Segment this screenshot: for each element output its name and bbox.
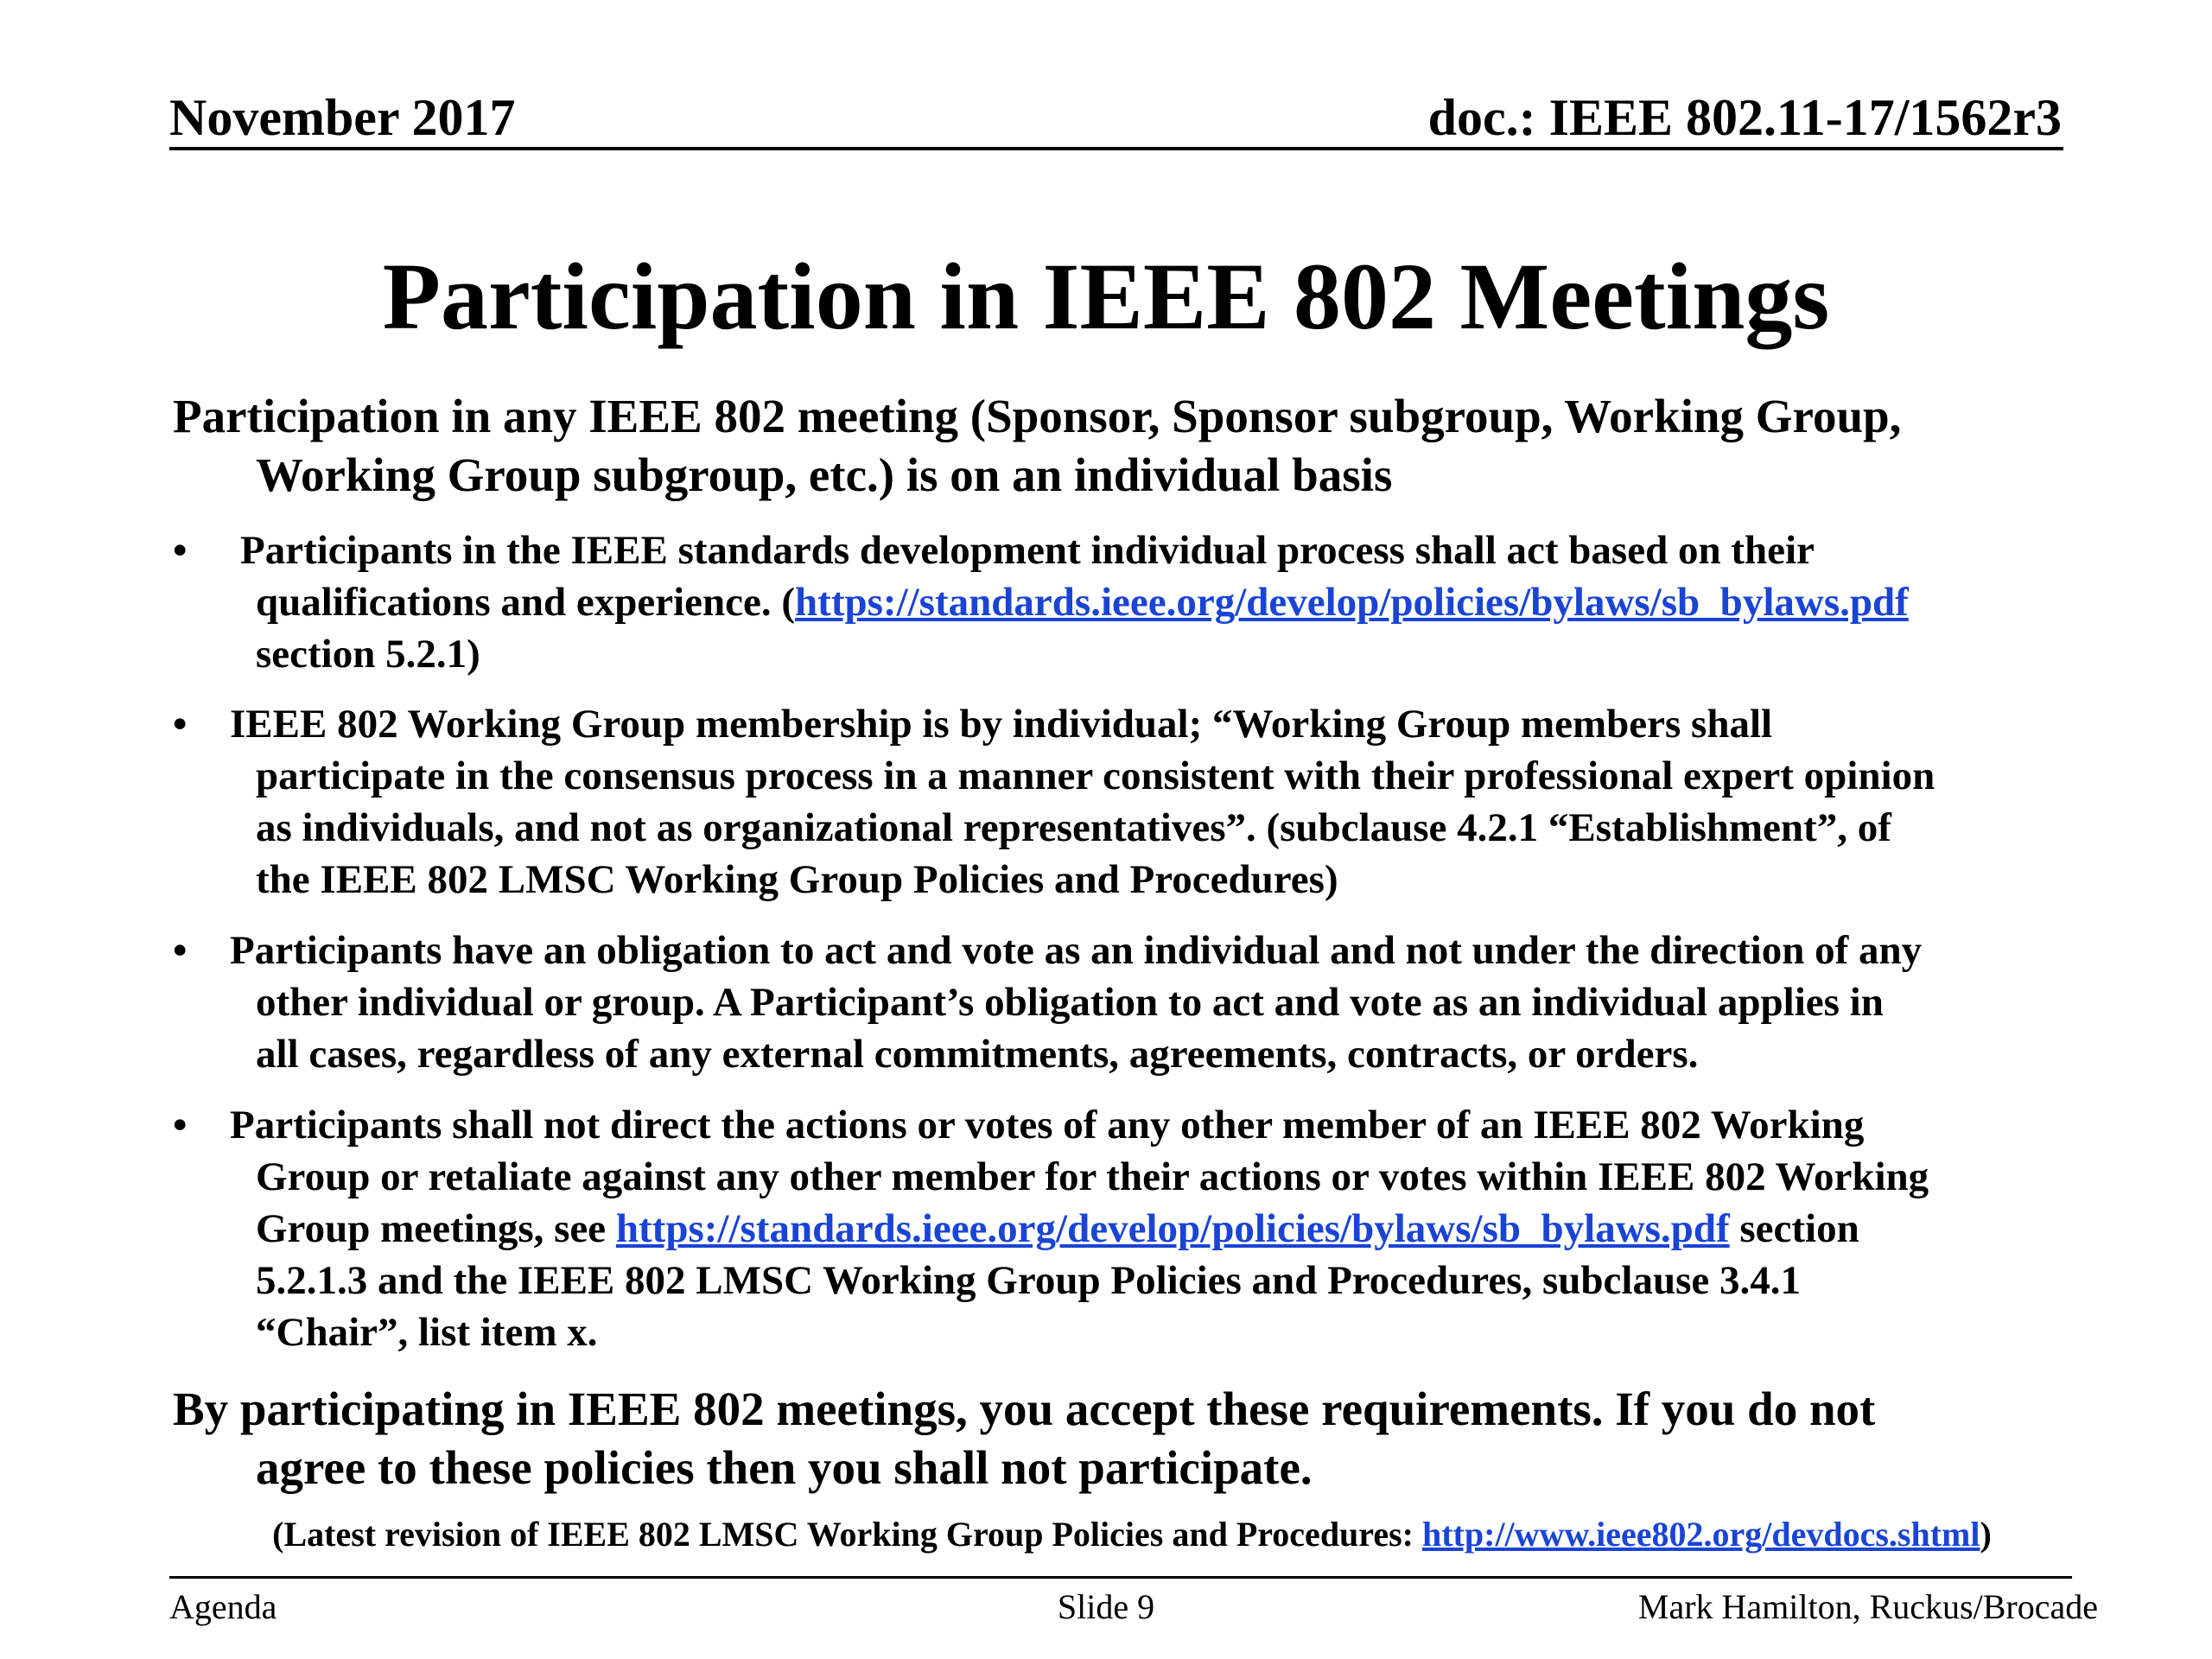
closing-paragraph [173,1380,2091,1497]
bullet-line [173,1203,2091,1255]
bullet-line: the IEEE 802 LMSC Working Group Policies and Procedures) [256,857,1338,902]
bullet-line: other individual or group. A Participant’s obligation to act and vote as an individual applies in [256,980,1884,1025]
bullet-dot: • [173,528,188,573]
bullet-item-2 [173,698,2091,906]
bullet-item-3 [173,925,2091,1080]
note-text: (Latest revision of IEEE 802 LMSC Working Group Policies and Procedures: [272,1515,1422,1554]
bullet-item-4 [173,1099,2091,1358]
note-text: ) [1980,1515,1992,1554]
bullet-text: section [1729,1206,1859,1251]
bullet-line: 5.2.1.3 and the IEEE 802 LMSC Working Group Policies and Procedures, subclause 3.4.1 [256,1258,1801,1303]
bullet-line: Participants in the IEEE standards development individual process shall act based on their [240,528,1815,573]
bullet-item-1 [173,524,2091,680]
bylaws-link[interactable]: https://standards.ieee.org/develop/policies/bylaws/sb_bylaws.pdf [795,580,1909,625]
bylaws-link[interactable]: https://standards.ieee.org/develop/policies/bylaws/sb_bylaws.pdf [615,1206,1730,1251]
footer-author: Mark Hamilton, Ruckus/Brocade [1637,1587,2098,1626]
bullet-line: Participants shall not direct the actions or votes of any other member of an IEEE 802 Working [230,1103,1865,1147]
lead-paragraph [173,387,2091,505]
bullet-line: participate in the consensus process in a manner consistent with their professional expert opinion [256,753,1936,798]
footer-divider [169,1576,2072,1579]
slide-number: Slide 9 [1057,1587,1155,1626]
bullet-dot: • [173,1103,188,1147]
bullet-line: as individuals, and not as organizational representatives”. (subclause 4.2.1 “Establishment”, of [256,805,1891,850]
bullet-dot: • [173,928,188,973]
bullet-text: Group meetings, see [256,1206,616,1251]
footer-left: Agenda [169,1587,277,1626]
devdocs-link[interactable]: http://www.ieee802.org/devdocs.shtml [1421,1515,1980,1554]
bullet-line: Participants have an obligation to act and vote as an individual and not under the direction of any [230,928,1923,973]
bullet-line: Group or retaliate against any other member for their actions or votes within IEEE 802 Working [256,1154,1929,1199]
bullet-text: qualifications and experience. ( [256,580,796,625]
header-date: November 2017 [169,89,516,146]
header-divider [169,147,2063,150]
lead-line-2: Working Group subgroup, etc.) is on an individual basis [256,448,1393,501]
header-doc-id: doc.: IEEE 802.11-17/1562r3 [1427,89,2062,146]
bullet-line: “Chair”, list item x. [256,1310,598,1355]
closing-line-1: By participating in IEEE 802 meetings, you accept these requirements. If you do not [173,1382,1876,1435]
bullet-line: IEEE 802 Working Group membership is by individual; “Working Group members shall [230,702,1773,747]
bullet-line: section 5.2.1) [256,632,480,677]
bullet-line: all cases, regardless of any external commitments, agreements, contracts, or orders. [256,1032,1699,1077]
bullet-line [173,576,2091,628]
revision-note [0,1510,2212,1559]
bullet-dot: • [173,702,188,747]
lead-line-1: Participation in any IEEE 802 meeting (Sponsor, Sponsor subgroup, Working Group, [173,390,1902,442]
closing-line-2: agree to these policies then you shall not participate. [256,1441,1313,1494]
slide-title: Participation in IEEE 802 Meetings [382,244,1830,349]
